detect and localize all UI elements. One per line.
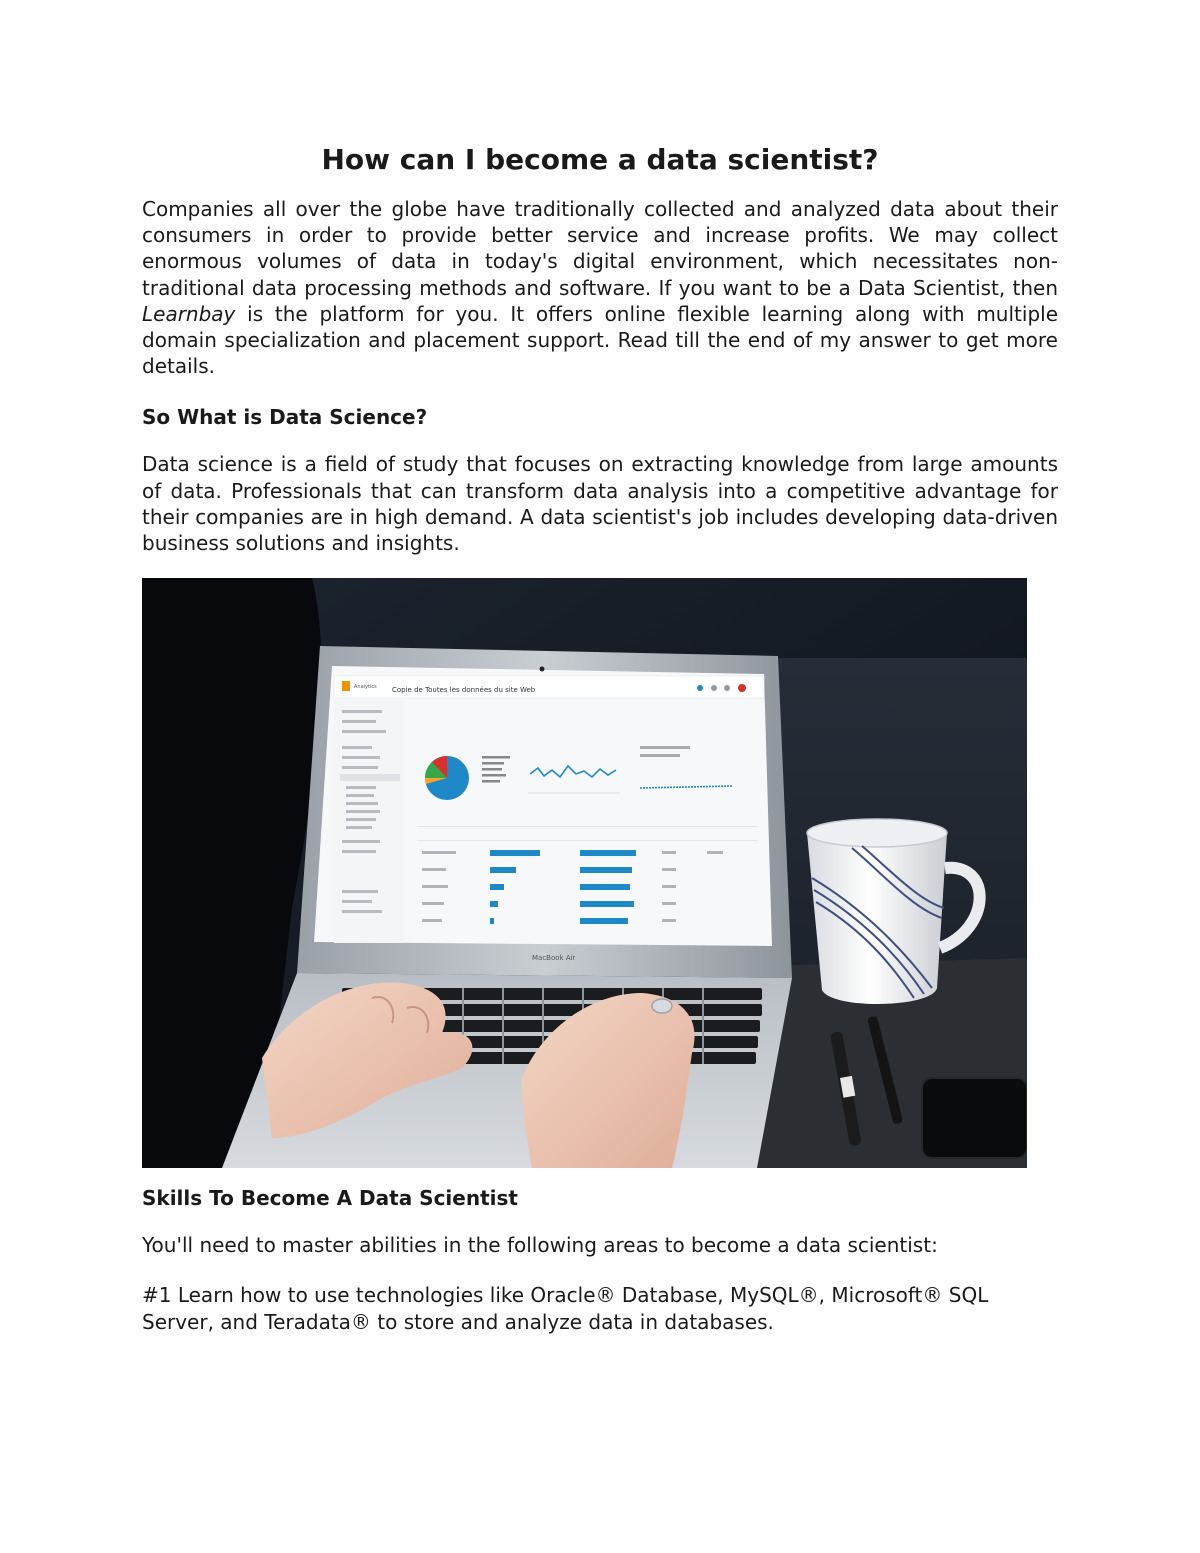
webcam-icon	[540, 667, 545, 672]
notification-icon	[697, 685, 703, 691]
intro-paragraph	[142, 196, 1058, 379]
skills-intro: You'll need to master abilities in the following areas to become a data scientist:	[142, 1233, 938, 1258]
screen-title: Copie de Toutes les données du site Web	[392, 686, 536, 695]
laptop-brand-label: MacBook Air	[532, 954, 576, 963]
section-heading-data-science: So What is Data Science?	[142, 405, 428, 430]
pie-chart	[425, 756, 469, 800]
brand-name: Learnbay	[142, 301, 236, 326]
intro-text-end: is the platform for you. It offers online flexible learning along with multiple domain specialization and placement support. Read till the end of my answer to get more details.	[142, 301, 1058, 379]
page-title: How can I become a data scientist?	[321, 143, 879, 176]
section-heading-skills: Skills To Become A Data Scientist	[142, 1186, 518, 1211]
mug-rim	[807, 819, 947, 847]
apps-icon	[711, 685, 717, 691]
help-icon	[724, 685, 730, 691]
analytics-logo-icon	[342, 681, 350, 691]
ring	[652, 999, 672, 1013]
mug-body	[807, 822, 947, 1004]
account-avatar-icon	[738, 684, 746, 692]
skills-item-1: #1 Learn how to use technologies like Oracle® Database, MySQL®, Microsoft® SQL Server, and Teradata® to store and analyze data in databases.	[142, 1283, 989, 1334]
intro-text-start: Companies all over the globe have traditionally collected and analyzed data about their consumers in order to provide better service and increase profits. We may collect enormous volumes of data in today's digital environment, which necessitates non-traditional data processing methods and software. If you want to be a Data Scientist, then	[142, 197, 1058, 300]
phone	[922, 1078, 1027, 1158]
document-body	[142, 140, 1058, 1335]
data-science-paragraph: Data science is a field of study that focuses on extracting knowledge from large amounts of data. Professionals that can transform data analysis into a competitive advantage for their companies are in high demand. A data scientist's job includes developing data-driven business solutions and insights.	[142, 452, 1058, 556]
laptop-photo	[142, 578, 1027, 1168]
analytics-label: Analytics	[354, 684, 377, 691]
